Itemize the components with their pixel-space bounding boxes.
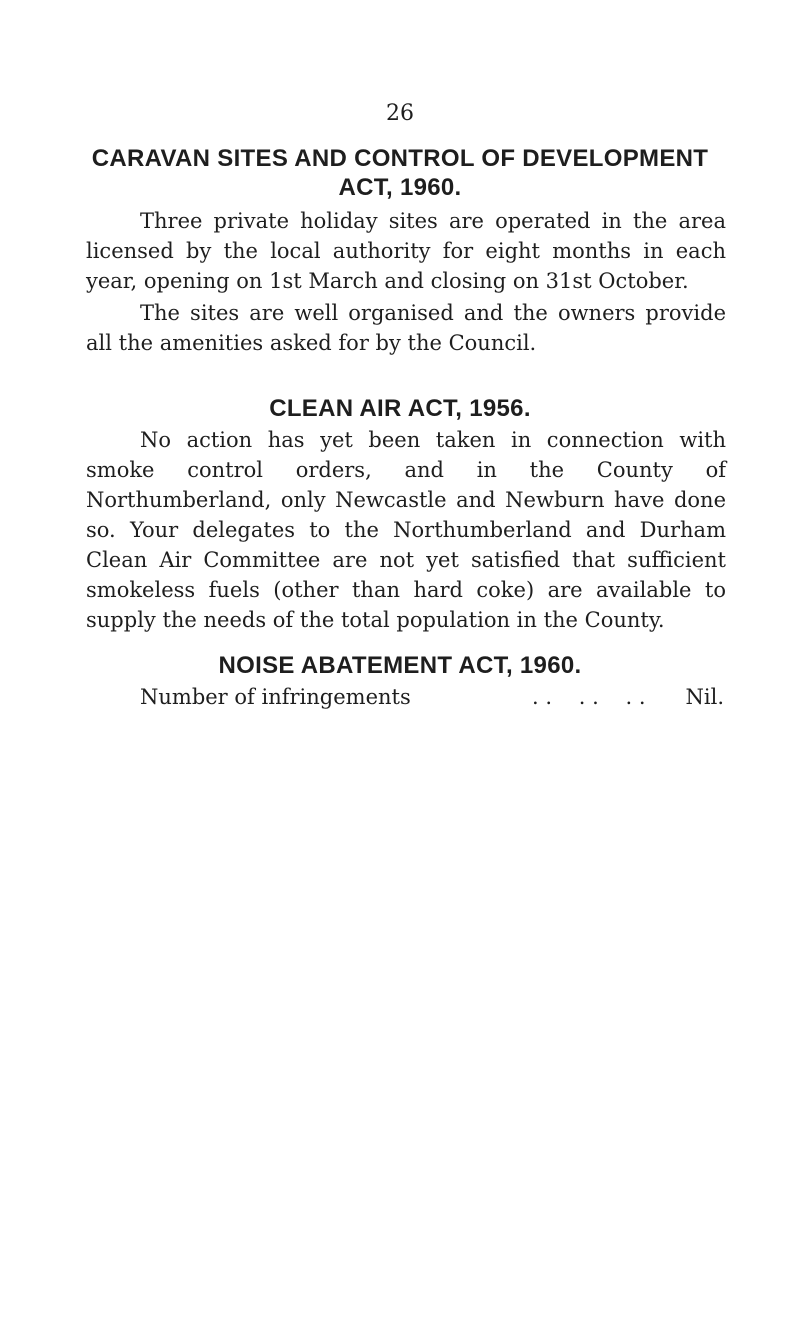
caravan-sites-paragraph-2: The sites are well organised and the owners provide all the amenities asked for by the Council. — [86, 301, 726, 355]
noise-abatement-heading: NOISE ABATEMENT ACT, 1960. — [218, 652, 582, 679]
dot-leaders: . . . . . . — [532, 685, 646, 709]
caravan-sites-heading-line2: ACT, 1960. — [338, 174, 462, 201]
page-number: 26 — [386, 101, 414, 126]
infringements-row — [140, 682, 724, 712]
clean-air-paragraph: No action has yet been taken in connection with smoke control orders, and in the County of Northumberland, only Newcastle and Newburn have done so. Your delegates to the Northumberland and Durham Clean Air Committee are not yet satisfied that sufficient smokeless fuels (other than hard coke) are available to supply the needs of the total population in the County. — [86, 428, 726, 632]
clean-air-heading: CLEAN AIR ACT, 1956. — [269, 395, 531, 422]
infringements-value: Nil. — [685, 685, 724, 709]
infringements-label: Number of infringements — [140, 685, 411, 709]
caravan-sites-heading-line1: CARAVAN SITES AND CONTROL OF DEVELOPMENT — [91, 145, 709, 172]
caravan-sites-paragraph-1: Three private holiday sites are operated in the area licensed by the local authority for eight months in each year, opening on 1st March and closing on 31st October. — [86, 209, 726, 293]
